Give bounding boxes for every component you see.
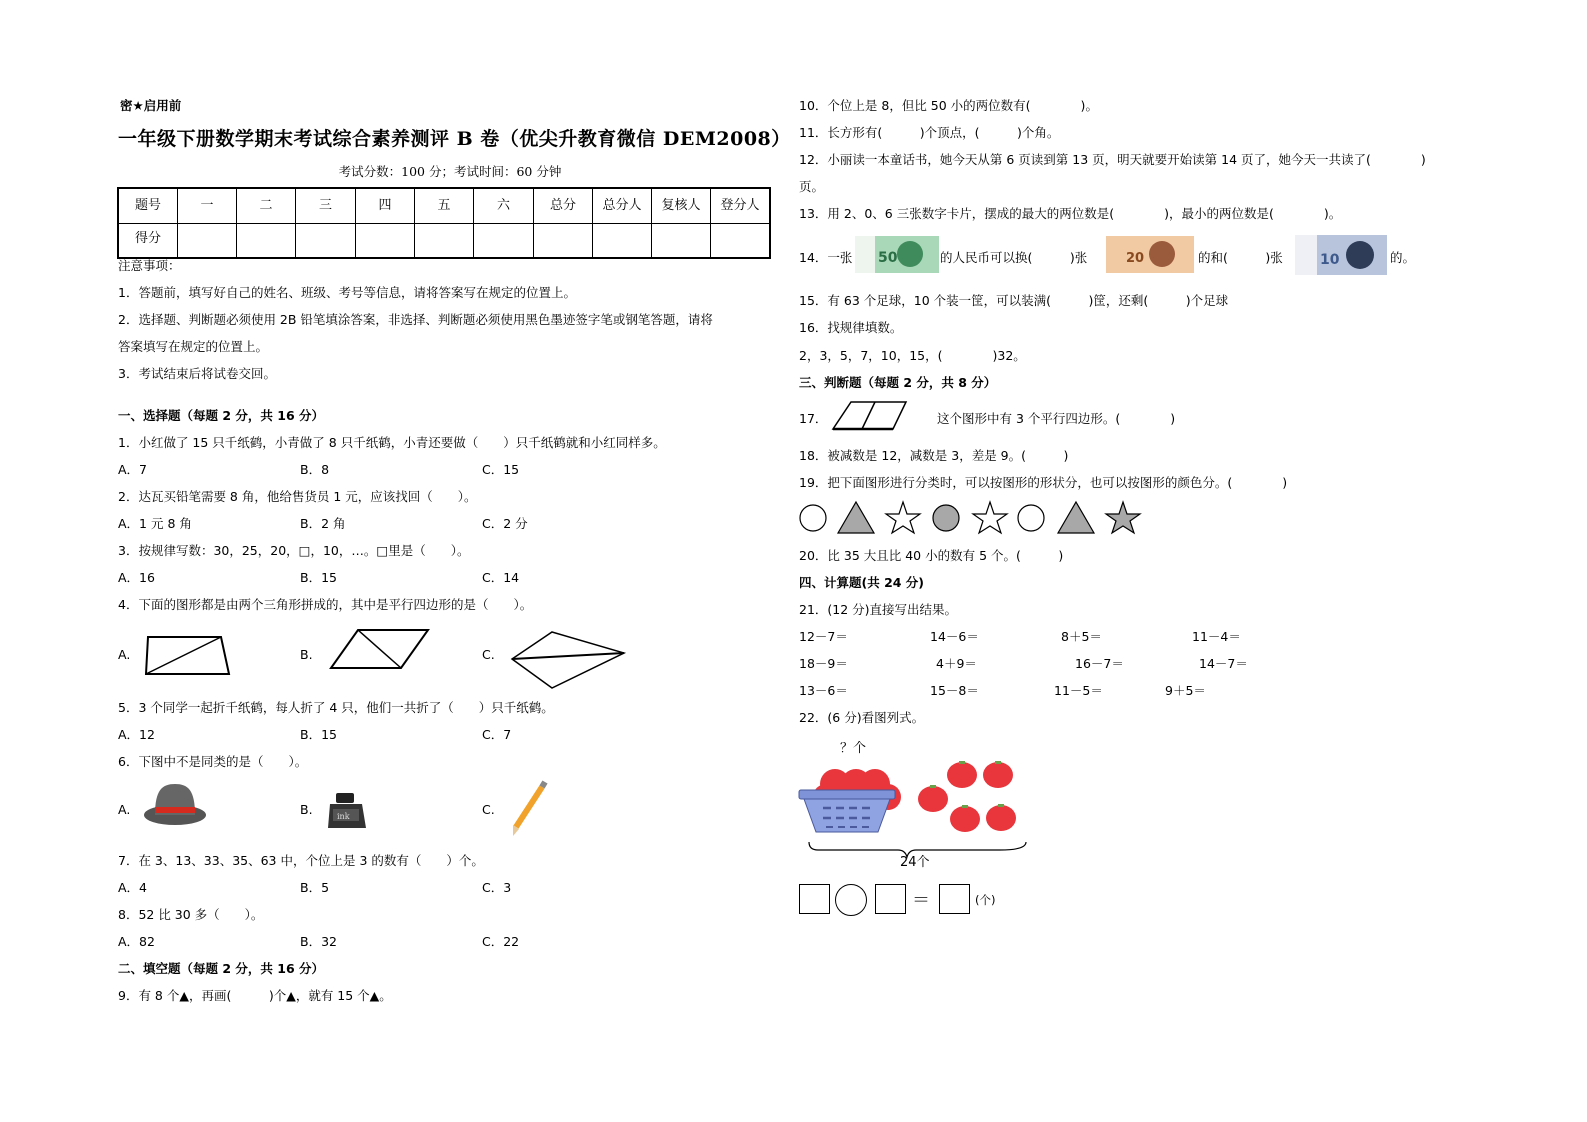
note-item: 2．选择题、判断题必须使用 2B 铅笔填涂答案，非选择、判断题必须使用黑色墨迹签字笔或钢笔答题，请将	[118, 312, 713, 327]
question-7: 7．在 3、13、33、35、63 中，个位上是 3 的数有（ ）个。	[118, 853, 484, 868]
q5-option-b[interactable]: B．15	[300, 727, 337, 742]
q6-option-a[interactable]: A.	[118, 802, 131, 817]
table-header-cell: 一	[178, 188, 237, 224]
star-white-icon	[973, 502, 1007, 533]
calc-item: 9＋5＝	[1165, 683, 1206, 698]
calc-item: 16－7＝	[1075, 656, 1124, 671]
question-9: 9．有 8 个▲，再画( )个▲，就有 15 个▲。	[118, 988, 392, 1003]
q8-option-b[interactable]: B．32	[300, 934, 337, 949]
score-table-header-row	[118, 188, 770, 224]
calc-item: 12－7＝	[799, 629, 848, 644]
score-cell[interactable]	[474, 224, 534, 259]
page-title: 一年级下册数学期末考试综合素养测评 B 卷（优尖升教育微信 DEM2008）	[118, 128, 791, 150]
score-cell[interactable]	[356, 224, 415, 259]
q1-option-c[interactable]: C．15	[482, 462, 520, 477]
question-12-cont: 页。	[799, 179, 825, 194]
exam-subtitle: 考试分数：100 分；考试时间：60 分钟	[338, 164, 562, 179]
q2-option-a[interactable]: A．1 元 8 角	[118, 516, 192, 531]
score-cell[interactable]	[652, 224, 711, 259]
question-17: 这个图形中有 3 个平行四边形。( )	[937, 411, 1176, 426]
score-row-label: 得分	[118, 224, 178, 259]
calc-item: 18－9＝	[799, 656, 848, 671]
q5-option-c[interactable]: C．7	[482, 727, 512, 742]
q2-option-b[interactable]: B．2 角	[300, 516, 346, 531]
question-22: 22．(6 分)看图列式。	[799, 710, 925, 725]
calc-item: 4＋9＝	[936, 656, 977, 671]
table-header-cell: 五	[415, 188, 474, 224]
q7-option-b[interactable]: B．5	[300, 880, 330, 895]
q1-option-a[interactable]: A．7	[118, 462, 148, 477]
q7-option-a[interactable]: A．4	[118, 880, 148, 895]
question-21: 21．(12 分)直接写出结果。	[799, 602, 958, 617]
q4-option-b[interactable]: B.	[300, 647, 313, 662]
table-header-cell: 四	[356, 188, 415, 224]
score-cell[interactable]	[237, 224, 296, 259]
star-white-icon	[886, 502, 920, 533]
question-11: 11．长方形有( )个顶点，( )个角。	[799, 125, 1060, 140]
table-header-cell: 二	[237, 188, 296, 224]
calc-item: 14－7＝	[1199, 656, 1248, 671]
q4-option-a[interactable]: A.	[118, 647, 131, 662]
question-16-sequence: 2，3，5，7，10，15，( )32。	[799, 348, 1026, 363]
unit-label: (个)	[975, 893, 996, 907]
section-title-calc: 四、计算题(共 24 分)	[799, 575, 925, 590]
score-cell[interactable]	[711, 224, 771, 259]
note-item: 答案填写在规定的位置上。	[118, 339, 269, 354]
q8-option-a[interactable]: A．82	[118, 934, 155, 949]
q3-option-a[interactable]: A．16	[118, 570, 155, 585]
svg-text:20: 20	[1126, 251, 1145, 266]
question-14-part1: 14．一张	[799, 250, 853, 265]
total-brace-icon	[0, 0, 1, 1]
question-18: 18．被减数是 12，减数是 3，差是 9。( )	[799, 448, 1069, 463]
question-15: 15．有 63 个足球，10 个装一筐，可以装满( )筐，还剩( )个足球	[799, 293, 1229, 308]
section-title-fill: 二、填空题（每题 2 分，共 16 分）	[118, 961, 325, 976]
calc-item: 14－6＝	[930, 629, 979, 644]
score-cell[interactable]	[593, 224, 652, 259]
score-table-score-row	[118, 224, 770, 259]
question-3: 3．按规律写数：30，25，20，□，10，…。□里是（ ）。	[118, 543, 470, 558]
question-12: 12．小丽读一本童话书，她今天从第 6 页读到第 13 页，明天就要开始读第 14 页了，她今天一共读了( )	[799, 152, 1426, 167]
q22-question-label: ？个	[840, 741, 867, 756]
question-1: 1．小红做了 15 只千纸鹤，小青做了 8 只千纸鹤，小青还要做（ ）只千纸鹤就和小红同样多。	[118, 435, 666, 450]
q2-option-c[interactable]: C．2 分	[482, 516, 528, 531]
svg-text:ink: ink	[337, 812, 350, 821]
section-title-choice: 一、选择题（每题 2 分，共 16 分）	[118, 408, 325, 423]
triangle-gray-icon	[838, 502, 874, 533]
question-8: 8．52 比 30 多（ ）。	[118, 907, 264, 922]
table-header-cell: 复核人	[652, 188, 711, 224]
calc-item: 11－5＝	[1054, 683, 1103, 698]
question-17-number: 17．	[799, 411, 828, 426]
question-2: 2．达瓦买铅笔需要 8 角，他给售货员 1 元，应该找回（ ）。	[118, 489, 477, 504]
table-header-cell: 三	[296, 188, 356, 224]
operator-circle[interactable]	[835, 884, 867, 916]
circle-gray-icon	[933, 505, 959, 531]
q3-option-b[interactable]: B．15	[300, 570, 337, 585]
section-title-judge: 三、判断题（每题 2 分，共 8 分）	[799, 375, 997, 390]
table-header-cell: 六	[474, 188, 534, 224]
q8-option-c[interactable]: C．22	[482, 934, 520, 949]
confidential-label: 密★启用前	[120, 98, 182, 113]
answer-box-1[interactable]	[799, 884, 830, 914]
score-table	[117, 187, 771, 259]
score-cell[interactable]	[534, 224, 593, 259]
q7-option-c[interactable]: C．3	[482, 880, 512, 895]
q3-option-c[interactable]: C．14	[482, 570, 520, 585]
score-cell[interactable]	[415, 224, 474, 259]
note-item: 3．考试结束后将试卷交回。	[118, 366, 276, 381]
table-header-cell: 登分人	[711, 188, 771, 224]
score-cell[interactable]	[178, 224, 237, 259]
notes-title: 注意事项：	[118, 258, 181, 273]
note-item: 1．答题前，填写好自己的姓名、班级、考号等信息，请将答案写在规定的位置上。	[118, 285, 576, 300]
q22-total-label: 24个	[900, 855, 930, 870]
triangle-gray-icon	[1058, 502, 1094, 533]
svg-text:10: 10	[1320, 252, 1340, 268]
question-14-part3: 的和( )张	[1198, 250, 1283, 265]
question-19: 19．把下面图形进行分类时，可以按图形的形状分，也可以按图形的颜色分。( )	[799, 475, 1288, 490]
q6-option-c[interactable]: C.	[482, 802, 495, 817]
question-6: 6．下图中不是同类的是（ ）。	[118, 754, 308, 769]
star-gray-icon	[1106, 502, 1140, 533]
question-20: 20．比 35 大且比 40 小的数有 5 个。( )	[799, 548, 1064, 563]
q4-option-c[interactable]: C.	[482, 647, 495, 662]
table-header-cell: 总分人	[593, 188, 652, 224]
circle-white-icon	[1018, 505, 1044, 531]
q1-option-b[interactable]: B．8	[300, 462, 330, 477]
table-header-cell: 题号	[118, 188, 178, 224]
question-16: 16．找规律填数。	[799, 320, 903, 335]
answer-box-2[interactable]	[875, 884, 906, 914]
question-14-part4: 的。	[1390, 250, 1416, 265]
calc-item: 11－4＝	[1192, 629, 1241, 644]
calc-item: 15－8＝	[930, 683, 979, 698]
calc-item: 13－6＝	[799, 683, 848, 698]
answer-box-result[interactable]	[939, 884, 970, 914]
equals-sign: ＝	[912, 890, 930, 911]
svg-text:50: 50	[878, 250, 898, 266]
calc-item: 8＋5＝	[1061, 629, 1102, 644]
score-cell[interactable]	[296, 224, 356, 259]
table-header-cell: 总分	[534, 188, 593, 224]
circle-white-icon	[800, 505, 826, 531]
q6-option-b[interactable]: B.	[300, 802, 313, 817]
question-5: 5．3 个同学一起折千纸鹤，每人折了 4 只，他们一共折了（ ）只千纸鹤。	[118, 700, 554, 715]
question-14-part2: 的人民币可以换( )张	[940, 250, 1088, 265]
question-4: 4．下面的图形都是由两个三角形拼成的，其中是平行四边形的是（ ）。	[118, 597, 533, 612]
q5-option-a[interactable]: A．12	[118, 727, 155, 742]
question-13: 13．用 2、0、6 三张数字卡片，摆成的最大的两位数是( )，最小的两位数是( )。	[799, 206, 1342, 221]
question-10: 10．个位上是 8，但比 50 小的两位数有( )。	[799, 98, 1098, 113]
